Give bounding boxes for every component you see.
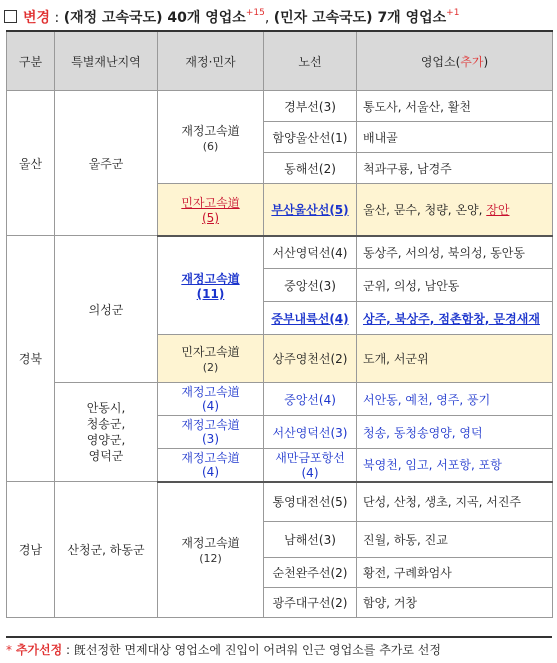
route-cell: 함양울산선(1): [264, 122, 357, 153]
header-stations: 영업소(추가): [357, 31, 553, 91]
stations-cell: 청송, 동청송영양, 영덕: [357, 416, 553, 449]
route-cell: 경부선(3): [264, 91, 357, 122]
area-ulju: 울주군: [55, 91, 158, 236]
stations-cell: 도개, 서군위: [357, 335, 553, 383]
stations-cell: 통도사, 서울산, 활천: [357, 91, 553, 122]
region-gyeongnam: 경남: [7, 482, 55, 618]
title-sep: ,: [264, 10, 274, 26]
page-title: [4, 2, 459, 24]
route-cell: 남해선(3): [264, 522, 357, 558]
stations-cell: 서안동, 예천, 영주, 풍기: [357, 383, 553, 416]
station-table: [6, 30, 553, 618]
stations-cell: 황전, 구례화엄사: [357, 558, 553, 588]
route-cell: 중앙선(3): [264, 269, 357, 302]
region-gyeongbuk: 경북: [7, 236, 55, 482]
type-cell: 재정고속道 (6): [158, 91, 264, 184]
area-andong-group: 안동시, 청송군, 영양군, 영덕군: [55, 383, 158, 482]
route-cell: 순천완주선(2): [264, 558, 357, 588]
route-cell: 서산영덕선(4): [264, 236, 357, 269]
region-ulsan: 울산: [7, 91, 55, 236]
route-cell: 동해선(2): [264, 153, 357, 184]
stations-cell: 척과구룡, 남경주: [357, 153, 553, 184]
route-cell: 상주영천선(2): [264, 335, 357, 383]
title-colon: :: [50, 10, 64, 26]
route-cell: 중부내륙선(4): [264, 302, 357, 335]
type-cell: 재정고속道 (12): [158, 482, 264, 618]
footnote-label: 추가선정: [15, 643, 63, 657]
footnote-text: : 旣선정한 면제대상 영업소에 진입이 어려워 인근 영업소를 추가로 선정: [62, 643, 441, 657]
footnote-star: *: [6, 643, 16, 657]
route-cell: 광주대구선(2): [264, 588, 357, 618]
stations-cell: 북영천, 임고, 서포항, 포항: [357, 449, 553, 482]
title-sup1: +15: [245, 8, 265, 18]
stations-cell: 함양, 거창: [357, 588, 553, 618]
area-uiseong: 의성군: [55, 236, 158, 383]
stations-cell: 진월, 하동, 진교: [357, 522, 553, 558]
header-route: 노선: [264, 31, 357, 91]
stations-cell: 울산, 문수, 청량, 온양, 장안: [357, 184, 553, 236]
type-cell: 재정고속道 (4): [158, 383, 264, 416]
header-type: 재정·민자: [158, 31, 264, 91]
header-category: 구분: [7, 31, 55, 91]
type-cell: 민자고속道 (2): [158, 335, 264, 383]
header-disaster-area: 특별재난지역: [55, 31, 158, 91]
stations-cell: 동상주, 서의성, 북의성, 동안동: [357, 236, 553, 269]
route-cell: 서산영덕선(3): [264, 416, 357, 449]
route-cell: 통영대전선(5): [264, 482, 357, 522]
title-label: 변경: [23, 10, 51, 26]
stations-cell: 군위, 의성, 남안동: [357, 269, 553, 302]
route-cell: 중앙선(4): [264, 383, 357, 416]
title-sup2: +1: [446, 8, 460, 18]
stations-cell: 배내골: [357, 122, 553, 153]
route-cell: 새만금포항선(4): [264, 449, 357, 482]
route-cell: 부산울산선(5): [264, 184, 357, 236]
checkbox-square-icon: [4, 10, 17, 23]
type-cell: 재정고속道 (3): [158, 416, 264, 449]
stations-cell: 상주, 북상주, 점촌함창, 문경새재: [357, 302, 553, 335]
footnote: [6, 636, 552, 660]
title-part1: (재정 고속국도) 40개 영업소: [63, 10, 246, 26]
type-cell: 민자고속道 (5): [158, 184, 264, 236]
type-cell: 재정고속道 (11): [158, 236, 264, 335]
stations-cell: 단성, 산청, 생초, 지곡, 서진주: [357, 482, 553, 522]
area-sancheong-hadong: 산청군, 하동군: [55, 482, 158, 618]
type-cell: 재정고속道 (4): [158, 449, 264, 482]
title-part2: (민자 고속국도) 7개 영업소: [273, 10, 447, 26]
